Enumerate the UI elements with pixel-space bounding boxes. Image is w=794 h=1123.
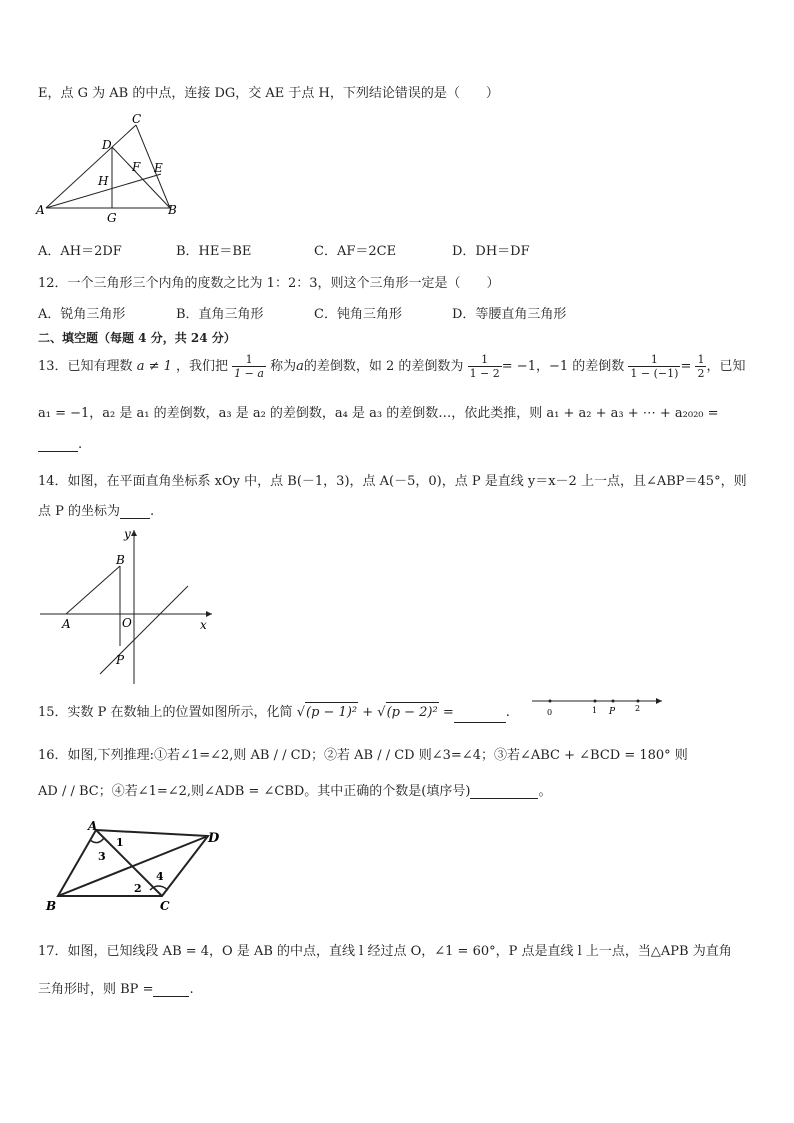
- q15-number-line: [528, 693, 668, 723]
- q13-fraction-3: [628, 353, 680, 380]
- q17-line-2: [38, 978, 194, 997]
- q11-option-a: A．AH＝2DF: [38, 244, 122, 259]
- q13-f4-num: 1: [697, 353, 705, 366]
- q14-label-x: x: [200, 618, 207, 632]
- q15-axis-label-0: 0: [547, 708, 553, 717]
- q13-fraction-4: [695, 353, 706, 380]
- q14-label-A: A: [62, 617, 71, 631]
- q14-label-y: y: [124, 527, 131, 541]
- section-heading: 二、填空题（每题 4 分，共 24 分）: [38, 331, 236, 345]
- q13-line-1: [38, 350, 746, 384]
- q13-text-1: 13．已知有理数: [38, 359, 133, 374]
- q11-label-C: C: [132, 112, 142, 126]
- q13-text-5: = −1，−1 的差倒数: [501, 359, 625, 374]
- q15-radicand-1: (p − 1)²: [305, 702, 358, 723]
- q13-fraction-2: [468, 353, 502, 380]
- q14-line-2: [38, 500, 154, 519]
- q13-text-7: ，已知: [706, 359, 746, 374]
- q12-option-b: B．直角三角形: [176, 307, 264, 322]
- q16-label-B: B: [46, 899, 57, 913]
- q13-f4-den: 2: [697, 367, 705, 380]
- q11-label-D: D: [102, 138, 112, 152]
- q14-line-1: 14．如图，在平面直角坐标系 xOy 中，点 B(－1，3)，点 A(－5，0)，点 P 是直线 y＝x－2 上一点，且∠ABP＝45°，则: [38, 474, 747, 489]
- q17-line-1: 17．如图，已知线段 AB = 4，O 是 AB 的中点，直线 l 经过点 O，∠1 = 60°，P 点是直线 l 上一点，当△APB 为直角: [38, 944, 732, 959]
- q16-angle-4: 4: [156, 870, 164, 883]
- q11-option-b: B．HE＝BE: [176, 244, 252, 259]
- q16-angle-3: 3: [98, 850, 106, 863]
- q11-label-H: H: [98, 174, 109, 188]
- q16-label-D: D: [208, 831, 220, 846]
- q14-answer-blank[interactable]: [120, 506, 150, 519]
- q16-label-C: C: [160, 899, 170, 913]
- q16-parallelogram-figure: [40, 816, 230, 916]
- q15-line: [38, 702, 510, 723]
- q16-line-1: 16．如图,下列推理:①若∠1=∠2,则 AB / / CD；②若 AB / / CD 则∠3=∠4；③若∠ABC + ∠BCD = 180° 则: [38, 748, 688, 763]
- q14-label-P: P: [116, 653, 125, 667]
- q15-answer-blank[interactable]: [454, 710, 506, 723]
- q16-end: 。: [538, 784, 552, 799]
- q15-axis-label-p: P: [609, 707, 616, 717]
- q11-label-A: A: [36, 203, 45, 217]
- q13-answer-blank[interactable]: [38, 439, 78, 452]
- q15-radicand-2: (p − 2)²: [386, 702, 439, 723]
- q13-f3-num: 1: [628, 353, 680, 367]
- q11-option-d: D．DH＝DF: [452, 244, 530, 259]
- q15-axis-label-2: 2: [635, 704, 641, 713]
- q16-label-A: A: [88, 819, 98, 833]
- q11-label-E: E: [154, 161, 163, 175]
- q11-label-F: F: [132, 160, 141, 174]
- q15-sqrt-2: √(p − 2)²: [377, 705, 438, 720]
- q13-f2-den: 1 − 2: [469, 367, 500, 380]
- q16-line-2: [38, 780, 551, 799]
- q16-angle-1: 1: [116, 836, 124, 849]
- q15-axis-label-1: 1: [592, 706, 598, 715]
- q13-text-3: 称为: [270, 359, 297, 374]
- q13-text-6: =: [680, 359, 692, 374]
- q13-condition: a ≠ 1: [136, 359, 172, 374]
- q17-end: .: [189, 982, 194, 997]
- q13-var-a: a: [296, 359, 304, 374]
- q13-line-3: [38, 437, 82, 452]
- q12-option-d: D．等腰直角三角形: [452, 307, 567, 322]
- q16-text: AD / / BC；④若∠1=∠2,则∠ADB = ∠CBD。其中正确的个数是(填序号): [38, 784, 471, 799]
- q12-option-c: C．钝角三角形: [314, 307, 402, 322]
- q11-stem: E，点 G 为 AB 的中点，连接 DG，交 AE 于点 H，下列结论错误的是（ ）: [38, 86, 499, 101]
- q13-f1-num: 1: [232, 353, 266, 367]
- q15-text: 15．实数 P 在数轴上的位置如图所示，化简: [38, 705, 293, 720]
- q15-end: .: [505, 705, 510, 720]
- q13-text-2: ，我们把: [176, 359, 229, 374]
- q14-end: .: [150, 504, 155, 519]
- q12-stem: 12．一个三角形三个内角的度数之比为 1：2：3，则这个三角形一定是（ ）: [38, 276, 500, 291]
- q15-sqrt-1: √(p − 1)²: [297, 705, 358, 720]
- q16-answer-blank[interactable]: [470, 786, 538, 799]
- q13-line-2: a₁ = −1，a₂ 是 a₁ 的差倒数，a₃ 是 a₂ 的差倒数，a₄ 是 a₃ 的差倒数…，依此类推，则 a₁ + a₂ + a₃ + ⋯ + a₂₀₂₀ =: [38, 406, 719, 421]
- q15-equals: =: [442, 705, 454, 720]
- q13-end: .: [78, 437, 83, 452]
- q14-label-B: B: [116, 553, 125, 567]
- q11-label-G: G: [107, 211, 117, 225]
- q11-triangle-figure: [34, 110, 184, 225]
- q17-text: 三角形时，则 BP =: [38, 982, 154, 997]
- q11-label-B: B: [168, 203, 177, 217]
- q13-f3-den: 1 − (−1): [630, 367, 679, 380]
- q11-option-c: C．AF＝2CE: [314, 244, 397, 259]
- q13-f2-num: 1: [468, 353, 502, 367]
- q17-answer-blank[interactable]: [153, 984, 189, 997]
- q13-f1-den: 1 − a: [234, 367, 264, 380]
- q16-angle-2: 2: [134, 882, 142, 895]
- q13-fraction-1: [232, 353, 266, 380]
- q12-option-a: A．锐角三角形: [38, 307, 126, 322]
- q14-text: 点 P 的坐标为: [38, 504, 121, 519]
- q14-coordinate-figure: [38, 524, 218, 689]
- q13-text-4: 的差倒数，如 2 的差倒数为: [303, 359, 464, 374]
- q14-label-O: O: [122, 616, 132, 630]
- q15-plus: +: [362, 705, 374, 720]
